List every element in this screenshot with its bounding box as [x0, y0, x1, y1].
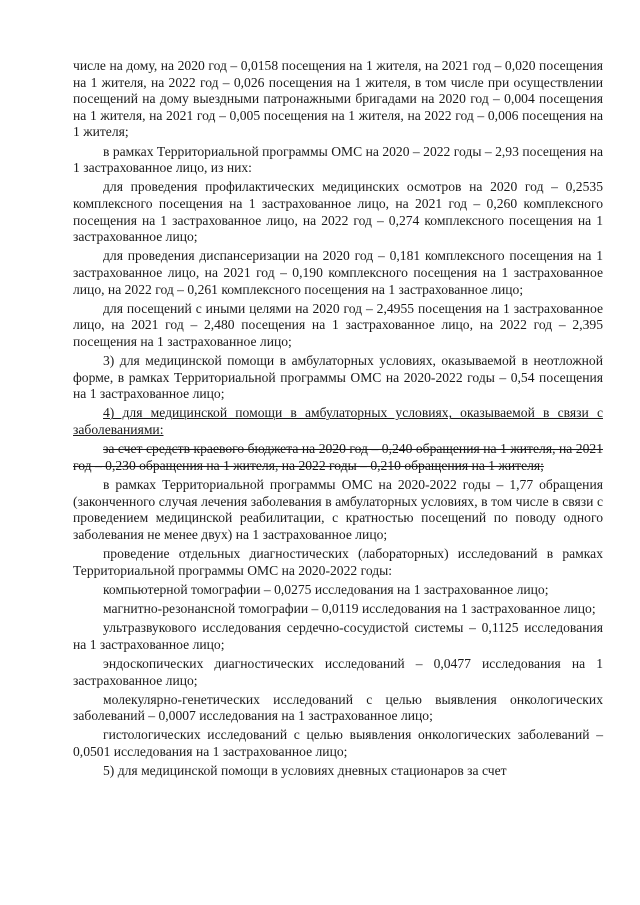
paragraph-home-visits: числе на дому, на 2020 год – 0,0158 посещения на 1 жителя, на 2021 год – 0,020 посещения на 1 жителя, на 2022 год – 0,026 посещения на 1 жителя, в том числе при осуществлении посещений на дому выездными патронажными бригадами на 2020 год – 0,004 посещения на 1 жителя, на 2021 год – 0,005 посещения на 1 жителя, на 2022 год – 0,006 посещения на 1 жителя; — [73, 58, 603, 140]
paragraph-endoscopy: эндоскопических диагностических исследований – 0,0477 исследования на 1 застрахованное лицо; — [73, 655, 603, 688]
paragraph-disease-care-header: 4) для медицинской помощи в амбулаторных условиях, оказываемой в связи с заболеваниями: — [73, 405, 603, 438]
paragraph-histology: гистологических исследований с целью выявления онкологических заболеваний – 0,0501 исследования на 1 застрахованное лицо; — [73, 727, 603, 760]
paragraph-preventive-exams: для проведения профилактических медицинских осмотров на 2020 год – 0,2535 комплексного посещения на 1 застрахованное лицо, на 2021 год – 0,260 комплексного посещения на 1 застрахованное лицо, на 2022 год – 0,274 комплексного посещения на 1 застрахованное лицо; — [73, 179, 603, 245]
paragraph-day-hospital: 5) для медицинской помощи в условиях дневных стационаров за счет — [103, 763, 507, 779]
paragraph-ct: компьютерной томографии – 0,0275 исследования на 1 застрахованное лицо; — [103, 581, 549, 597]
document-text-body — [73, 58, 603, 782]
paragraph-diagnostic-tests: проведение отдельных диагностических (лабораторных) исследований в рамках Территориальной программы ОМС на 2020-2022 годы: — [73, 545, 603, 578]
paragraph-mri: магнитно-резонансной томографии – 0,0119 исследования на 1 застрахованное лицо; — [103, 600, 596, 616]
paragraph-other-visits: для посещений с иными целями на 2020 год – 2,4955 посещения на 1 застрахованное лицо, на 2021 год – 2,480 посещения на 1 застрахованное лицо, на 2022 год – 2,395 посещения на 1 застрахованное лицо; — [73, 300, 603, 349]
paragraph-oms-appeals: в рамках Территориальной программы ОМС на 2020-2022 годы – 1,77 обращения (законченного случая лечения заболевания в амбулаторных условиях, в том числе в связи с проведением медицинской реабилитации, с кратностью посещений по поводу одного заболевания не менее двух) на 1 застрахованное лицо; — [73, 477, 603, 542]
paragraph-dispensary: для проведения диспансеризации на 2020 год – 0,181 комплексного посещения на 1 застрахованное лицо, на 2021 год – 0,190 комплексного посещения на 1 застрахованное лицо, на 2022 год – 0,261 комплексного посещения на 1 застрахованное лицо; — [73, 248, 603, 297]
paragraph-regional-budget — [73, 441, 603, 474]
paragraph-molecular-genetic: молекулярно-генетических исследований с целью выявления онкологических заболеваний – 0,0007 исследования на 1 застрахованное лицо; — [73, 691, 603, 724]
paragraph-urgent-care: 3) для медицинской помощи в амбулаторных условиях, оказываемой в неотложной форме, в рамках Территориальной программы ОМС на 2020-2022 годы – 0,54 посещения на 1 застрахованное лицо; — [73, 353, 603, 402]
struck-text: за счет средств краевого бюджета на 2020 год – 0,240 обращения на 1 жителя, на 2021 год – 0,230 обращения на 1 жителя, на 2022 годы – 0,210 обращения на 1 жителя; — [73, 441, 603, 473]
paragraph-ultrasound: ультразвукового исследования сердечно-сосудистой системы – 0,1125 исследования на 1 застрахованное лицо; — [73, 620, 603, 652]
paragraph-oms-visits-total: в рамках Территориальной программы ОМС на 2020 – 2022 годы – 2,93 посещения на 1 застрахованное лицо, из них: — [73, 143, 603, 176]
